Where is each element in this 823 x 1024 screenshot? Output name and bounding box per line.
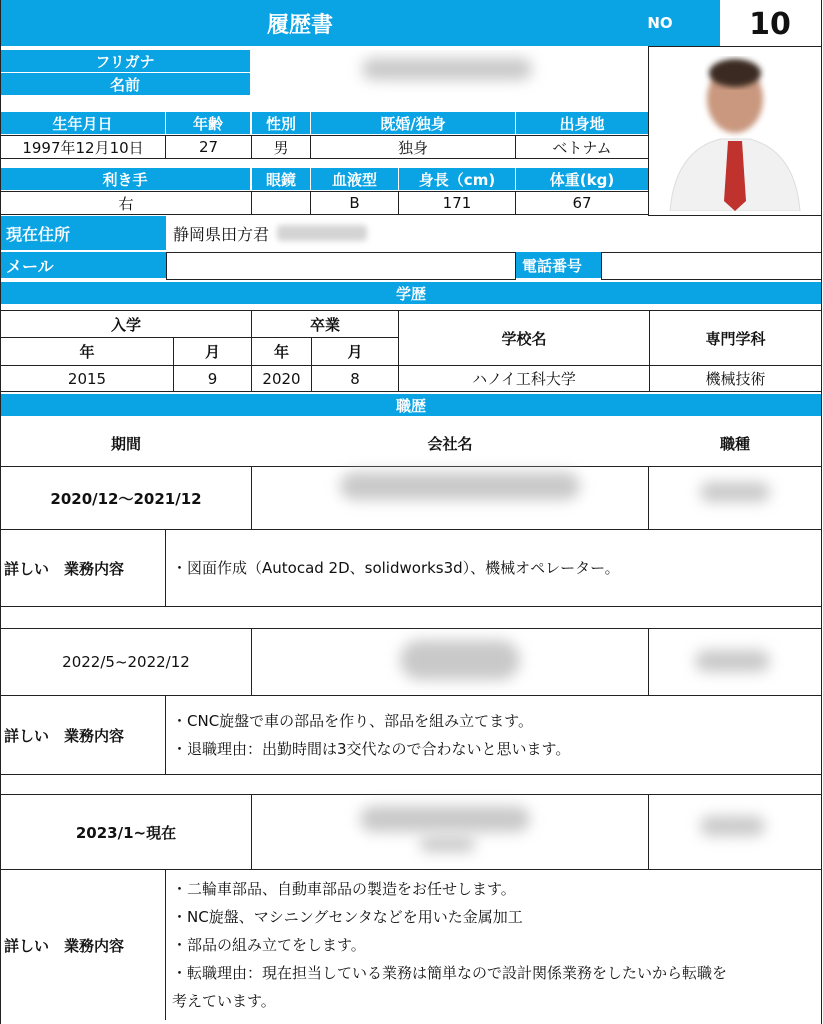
period-label: 期間 (0, 420, 252, 466)
career-2-detail-line-1: ・CNC旋盤で車の部品を作り、部品を組み立てます。 (172, 712, 533, 730)
profile-photo (648, 46, 822, 216)
no-label: NO (600, 0, 720, 46)
mail-value (166, 252, 516, 280)
blood-value: B (310, 191, 399, 215)
birth-label: 生年月日 (0, 112, 165, 134)
career-2-detail-label: 詳しい 業務内容 (0, 696, 166, 774)
address-text: 静岡県田方君 (173, 224, 270, 244)
blurred-name (362, 58, 532, 80)
career-3-detail-line-5: 考えています。 (172, 992, 276, 1010)
age-value: 27 (165, 135, 252, 159)
career-1-period: 2020/12～2021/12 (0, 467, 252, 529)
hand-value: 右 (0, 191, 252, 215)
birth-value: 1997年12月10日 (0, 135, 166, 159)
school-value: ハノイ工科大学 (398, 365, 650, 392)
address-label: 現在住所 (0, 216, 166, 250)
enter-month-value: 9 (173, 365, 252, 392)
gender-label: 性別 (252, 112, 310, 134)
grad-year-label: 年 (251, 337, 312, 366)
career-header: 職歴 (0, 394, 822, 416)
enter-year-value: 2015 (0, 365, 174, 392)
grad-month-value: 8 (311, 365, 399, 392)
enter-label: 入学 (0, 310, 252, 338)
career-3-period: 2023/1~現在 (0, 795, 252, 869)
no-value: 10 (720, 2, 820, 46)
school-label: 学校名 (398, 310, 650, 366)
height-label: 身長（cm) (399, 168, 515, 190)
hand-label: 利き手 (0, 168, 250, 190)
grad-label: 卒業 (251, 310, 399, 338)
career-1-company-blurred (340, 472, 580, 500)
gender-value: 男 (251, 135, 311, 159)
major-label: 専門学科 (649, 310, 822, 366)
enter-month-label: 月 (173, 337, 252, 366)
blurred-address (277, 225, 367, 241)
career-3-company-blurred-2 (420, 836, 475, 852)
phone-label: 電話番号 (516, 252, 602, 278)
mail-label: メール (0, 252, 166, 278)
career-2-job-blurred (695, 650, 770, 672)
address-value (167, 216, 822, 250)
career-2-details (166, 696, 822, 774)
weight-value: 67 (515, 191, 649, 215)
enter-year-label: 年 (0, 337, 174, 366)
age-label: 年齢 (166, 112, 250, 134)
career-3-detail-label: 詳しい 業務内容 (0, 870, 166, 1020)
glasses-value (251, 191, 311, 215)
furigana-label: フリガナ (0, 50, 250, 72)
career-3-detail-line-4: ・転職理由：現在担当している業務は簡単なので設計関係業務をしたいから転職を (172, 964, 728, 982)
person-photo-icon (660, 51, 810, 211)
career-2-detail-line-2: ・退職理由：出勤時間は3交代なので合わないと思います。 (172, 740, 571, 758)
weight-label: 体重(kg) (516, 168, 648, 190)
origin-value: ベトナム (515, 135, 649, 159)
career-1-job-blurred (700, 482, 770, 502)
career-3-detail-line-3: ・部品の組み立てをします。 (172, 936, 366, 954)
career-3-company-blurred (360, 806, 530, 832)
career-2-period: 2022/5~2022/12 (0, 629, 252, 695)
company-label: 会社名 (252, 420, 648, 466)
job-label: 職種 (648, 420, 822, 466)
grad-year-value: 2020 (251, 365, 312, 392)
glasses-label: 眼鏡 (252, 168, 310, 190)
career-2-company-blurred (400, 640, 520, 680)
career-3-detail-line-2: ・NC旋盤、マシニングセンタなどを用いた金属加工 (172, 908, 523, 926)
grad-month-label: 月 (311, 337, 399, 366)
career-1-detail-label: 詳しい 業務内容 (0, 530, 166, 606)
marital-value: 独身 (310, 135, 516, 159)
name-label: 名前 (0, 73, 250, 95)
name-value (252, 50, 648, 94)
major-value: 機械技術 (649, 365, 822, 392)
career-3-detail-line-1: ・二輪車部品、自動車部品の製造をお任せします。 (172, 880, 516, 898)
marital-label: 既婚/独身 (311, 112, 515, 134)
career-3-job-blurred (700, 816, 765, 836)
resume-title: 履歴書 (0, 0, 600, 46)
education-header: 学歴 (0, 282, 822, 304)
career-1-details (166, 530, 822, 606)
career-3-details (166, 870, 822, 1020)
blood-label: 血液型 (311, 168, 398, 190)
height-value: 171 (398, 191, 516, 215)
career-1-detail-line: ・図面作成（Autocad 2D、solidworks3d）、機械オペレーター。 (172, 559, 620, 577)
origin-label: 出身地 (516, 112, 648, 134)
phone-value (601, 252, 822, 280)
